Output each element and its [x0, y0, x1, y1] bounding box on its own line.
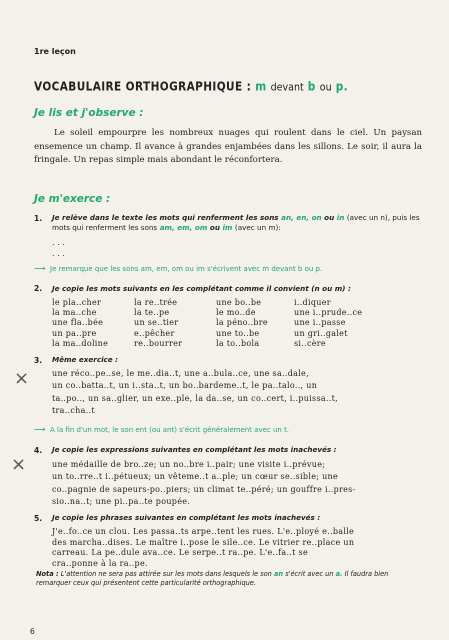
- exercise-5-number: 5.: [34, 514, 43, 523]
- exercise-1-number: 1.: [34, 214, 43, 223]
- section-heading-je-lis: Je lis et j'observe :: [34, 107, 144, 119]
- title-m: m: [255, 80, 267, 94]
- page-number: 6: [30, 627, 35, 636]
- footnote: [36, 570, 416, 588]
- ex1-text-2: (avec un n), puis les mots qui renferment les sons: [52, 213, 420, 232]
- remark-1: Je remarque que les sons am, em, om ou im s'écrivent avec m devant b ou p.: [50, 265, 323, 273]
- word: la ma..doline: [52, 338, 109, 348]
- section-heading-je-mexerce: Je m'exerce :: [34, 193, 111, 205]
- exercise-5-instruction: Je copie les phrases suivantes en complétant les mots inachevés :: [52, 513, 321, 522]
- note-label: Nota :: [36, 570, 59, 578]
- ex4-line: sio..na..t; une pi..pa..te poupée.: [52, 496, 191, 506]
- ex3-line: ta..po.., un sa..glier, un exe..ple, la da..se, un co..cert, i..puissa..t,: [52, 393, 338, 403]
- ex1-answer-line-1: . . .: [52, 238, 65, 247]
- exercise-4-number: 4.: [34, 446, 43, 455]
- ex5-line: carreau. La pe..dule ava..ce. Le serpe..t ra..pe. L'e..fa..t se: [52, 548, 308, 557]
- word: une i..passe: [294, 318, 346, 328]
- title-b: b: [307, 80, 316, 94]
- note-an: an: [273, 570, 284, 578]
- word: le mo..de: [216, 308, 256, 318]
- ex1-sound-om: om: [194, 223, 208, 232]
- note-text-2: s'écrit avec un: [285, 570, 334, 578]
- ex1-ou: ou: [324, 213, 335, 222]
- arrow-icon: ⟶: [34, 264, 46, 273]
- ex1-sound-an: an,: [281, 213, 294, 222]
- ex1-text-3: (avec un m):: [234, 223, 281, 232]
- word: une bo..be: [216, 298, 262, 307]
- word: e..pêcher: [134, 328, 175, 338]
- title-devant: devant: [270, 81, 304, 94]
- ex2-word-grid: [52, 298, 374, 349]
- reading-text: Le soleil empourpre les nombreux nuages qui roulent dans le ciel. Un paysan ensemence un champ. Il avance à grandes enjambées dans les sillons. Le soir, il aura la fringale. Un repas simple mais abondant le réconfortera.: [34, 128, 422, 166]
- exercise-3-instruction: Même exercice :: [52, 355, 119, 364]
- exercise-2-instruction: Je copie les mots suivants en les complétant comme il convient (n ou m) :: [52, 284, 351, 293]
- note-text-3: Il faudra bien remarquer ceux qui présentent cette particularité orthographique.: [36, 570, 389, 587]
- word: la re..trée: [134, 298, 178, 307]
- ex1-text-1: Je relève dans le texte les mots qui renferment les sons: [52, 213, 279, 222]
- exercise-4-instruction: Je copie les expressions suivantes en complétant les mots inachevés :: [52, 445, 337, 454]
- ex1-sound-en: en,: [296, 213, 310, 222]
- ex4-text: [52, 459, 424, 508]
- ex4-line: co..pagnie de sapeurs-po..piers; un climat te..péré; un gouffre i..pres-: [52, 484, 356, 494]
- word: la to..bola: [216, 338, 260, 348]
- ex4-line: un to..rre..t i..pétueux; un vêteme..t a..ple; un cœur se..sible; une: [52, 472, 339, 482]
- word: une fla..bée: [52, 318, 104, 328]
- ex5-line: cra..ponne à la ra..pe.: [52, 558, 148, 568]
- title-main: VOCABULAIRE ORTHOGRAPHIQUE :: [34, 80, 252, 94]
- word: si..cère: [294, 338, 326, 348]
- word: le pla..cher: [52, 298, 102, 307]
- ex5-line: J'e..fo..ce un clou. Les passa..ts arpe..tent les rues. L'e..ployé e..balle: [52, 527, 355, 536]
- word: re..bourrer: [134, 338, 183, 348]
- word: une to..be: [216, 328, 260, 338]
- ex5-text: [52, 527, 424, 569]
- word: la ma..che: [52, 308, 97, 318]
- word: une i..prude..ce: [294, 308, 363, 318]
- ex1-sound-on: on: [311, 213, 322, 222]
- ex3-line: un co..batta..t, un i..sta..t, un bo..bardeme..t, le pa..talo.., un: [52, 381, 318, 391]
- page-title: [34, 80, 348, 94]
- arrow-icon: ⟶: [34, 425, 46, 434]
- word: un gri..galet: [294, 328, 348, 338]
- reading-passage: [34, 127, 422, 168]
- ex1-sound-im: im: [222, 223, 233, 232]
- ex5-line: des marcha..dises. Le maître i..pose le sile..ce. Le vitrier re..place un: [52, 537, 355, 547]
- lesson-number: 1re leçon: [34, 47, 76, 56]
- ex1-answer-line-2: . . .: [52, 249, 65, 258]
- pencil-cross-mark: ×: [11, 454, 27, 475]
- exercise-1-instruction: [52, 213, 424, 233]
- pencil-cross-mark: ×: [14, 368, 30, 389]
- ex1-sound-em: em,: [177, 223, 193, 232]
- word: la péno..bre: [216, 318, 268, 328]
- ex1-ou-2: ou: [209, 223, 220, 232]
- word: un pa..pre: [52, 328, 97, 338]
- ex3-line: une réco..pe..se, le me..dia..t, une a..bula..ce, une sa..dale,: [52, 369, 309, 378]
- word: i..diquer: [294, 298, 331, 307]
- word: la te..pe: [134, 308, 170, 318]
- exercise-3-number: 3.: [34, 356, 43, 365]
- ex3-line: tra..cha..t: [52, 405, 95, 415]
- title-ou: ou: [319, 81, 332, 94]
- exercise-2-number: 2.: [34, 284, 43, 293]
- ex1-sound-in: in: [336, 213, 345, 222]
- ex3-text: [52, 368, 424, 417]
- ex1-sound-am: am,: [159, 223, 175, 232]
- word: un se..tier: [134, 318, 179, 328]
- remark-3: A la fin d'un mot, le son ent (ou ant) s'écrit généralement avec un t.: [50, 426, 290, 434]
- note-a: a.: [335, 570, 343, 578]
- note-text-1: L'attention ne sera pas attirée sur les mots dans lesquels le son: [60, 570, 272, 578]
- title-p: p.: [335, 80, 348, 94]
- ex4-line: une médaille de bro..ze; un no..bre i..pair; une visite i..prévue;: [52, 460, 326, 469]
